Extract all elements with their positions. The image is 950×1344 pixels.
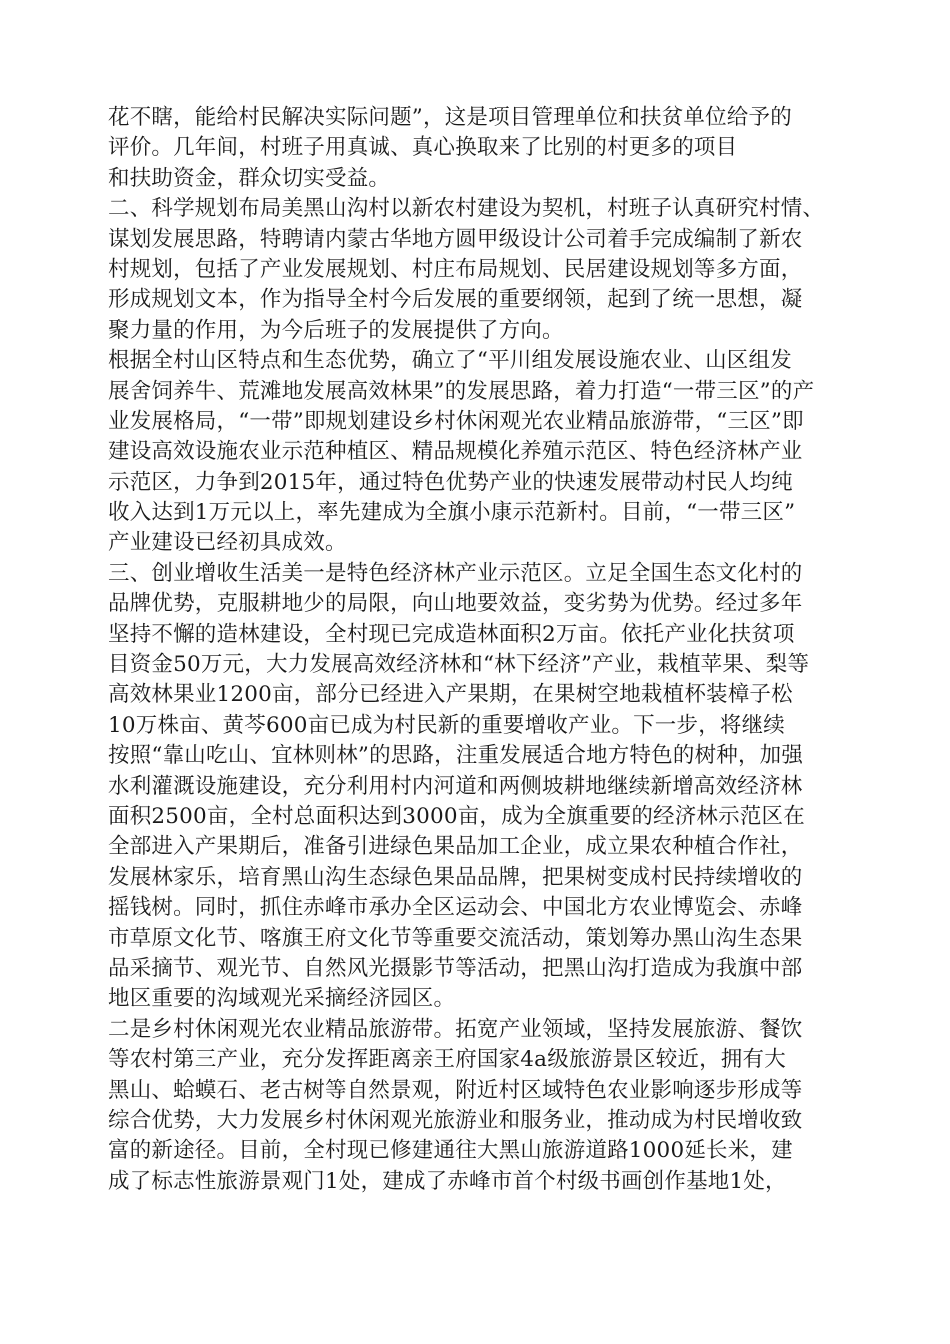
text-line: 市草原文化节、喀旗王府文化节等重要交流活动，策划筹办黑山沟生态果 [108, 925, 803, 951]
text-line: 谋划发展思路，特聘请内蒙古华地方圆甲级设计公司着手完成编制了新农 [108, 226, 803, 252]
document-body [108, 103, 858, 1197]
text-line: 和扶助资金，群众切实受益。 [108, 165, 391, 191]
text-line: 二、科学规划布局美黑山沟村以新农村建设为契机，村班子认真研究村情、 [108, 196, 825, 222]
text-line: 坚持不懈的造林建设，全村现已完成造林面积2万亩。依托产业化扶贫项 [108, 621, 795, 647]
text-line: 按照“靠山吃山、宜林则林”的思路，注重发展适合地方特色的树种，加强 [108, 743, 804, 769]
text-line: 收入达到1万元以上，率先建成为全旗小康示范新村。目前，“一带三区” [108, 500, 796, 526]
text-line: 聚力量的作用，为今后班子的发展提供了方向。 [108, 317, 564, 343]
text-line: 村规划，包括了产业发展规划、村庄布局规划、民居建设规划等多方面， [108, 256, 803, 282]
text-line: 示范区，力争到2015年，通过特色优势产业的快速发展带动村民人均纯 [108, 469, 793, 495]
text-line: 地区重要的沟域观光采摘经济园区。 [108, 986, 456, 1012]
text-line: 建设高效设施农业示范种植区、精品规模化养殖示范区、特色经济林产业 [108, 439, 803, 465]
text-line: 目资金50万元，大力发展高效经济林和“林下经济”产业，栽植苹果、梨等 [108, 652, 810, 678]
text-line: 品牌优势，克服耕地少的局限，向山地要效益，变劣势为优势。经过多年 [108, 591, 803, 617]
text-line: 摇钱树。同时，抓住赤峰市承办全区运动会、中国北方农业博览会、赤峰 [108, 895, 803, 921]
text-line: 成了标志性旅游景观门1处，建成了赤峰市首个村级书画创作基地1处， [108, 1168, 787, 1194]
text-line: 二是乡村休闲观光农业精品旅游带。拓宽产业领域，坚持发展旅游、餐饮 [108, 1016, 803, 1042]
text-line: 根据全村山区特点和生态优势，确立了“平川组发展设施农业、山区组发 [108, 348, 792, 374]
text-line: 品采摘节、观光节、自然风光摄影节等活动，把黑山沟打造成为我旗中部 [108, 955, 803, 981]
text-line: 面积2500亩，全村总面积达到3000亩，成为全旗重要的经济林示范区在 [108, 803, 805, 829]
text-line: 高效林果业1200亩，部分已经进入产果期，在果树空地栽植杯装樟子松 [108, 682, 793, 708]
text-line: 业发展格局，“一带”即规划建设乡村休闲观光农业精品旅游带，“三区”即 [108, 408, 804, 434]
text-line: 形成规划文本，作为指导全村今后发展的重要纲领，起到了统一思想，凝 [108, 287, 803, 313]
text-line: 综合优势，大力发展乡村休闲观光旅游业和服务业，推动成为村民增收致 [108, 1107, 803, 1133]
text-line: 三、创业增收生活美一是特色经济林产业示范区。立足全国生态文化村的 [108, 560, 803, 586]
text-line: 10万株亩、黄芩600亩已成为村民新的重要增收产业。下一步，将继续 [108, 712, 785, 738]
text-line: 发展林家乐，培育黑山沟生态绿色果品品牌，把果树变成村民持续增收的 [108, 864, 803, 890]
text-line: 展舍饲养牛、荒滩地发展高效林果”的发展思路，着力打造“一带三区”的产 [108, 378, 815, 404]
text-line: 花不瞎，能给村民解决实际问题”，这是项目管理单位和扶贫单位给予的 [108, 105, 792, 130]
text-line: 黑山、蛤蟆石、老古树等自然景观，附近村区域特色农业影响逐步形成等 [108, 1077, 803, 1103]
text-line: 产业建设已经初具成效。 [108, 530, 347, 556]
text-line: 富的新途径。目前，全村现已修建通往大黑山旅游道路1000延长米，建 [108, 1138, 793, 1164]
text-line: 水利灌溉设施建设，充分利用村内河道和两侧坡耕地继续新增高效经济林 [108, 773, 803, 799]
text-line: 全部进入产果期后，准备引进绿色果品加工企业，成立果农种植合作社， [108, 834, 803, 860]
text-line: 评价。几年间，村班子用真诚、真心换取来了比别的村更多的项目 [108, 135, 738, 161]
text-line: 等农村第三产业，充分发挥距离亲王府国家4a级旅游景区较近，拥有大 [108, 1047, 786, 1073]
